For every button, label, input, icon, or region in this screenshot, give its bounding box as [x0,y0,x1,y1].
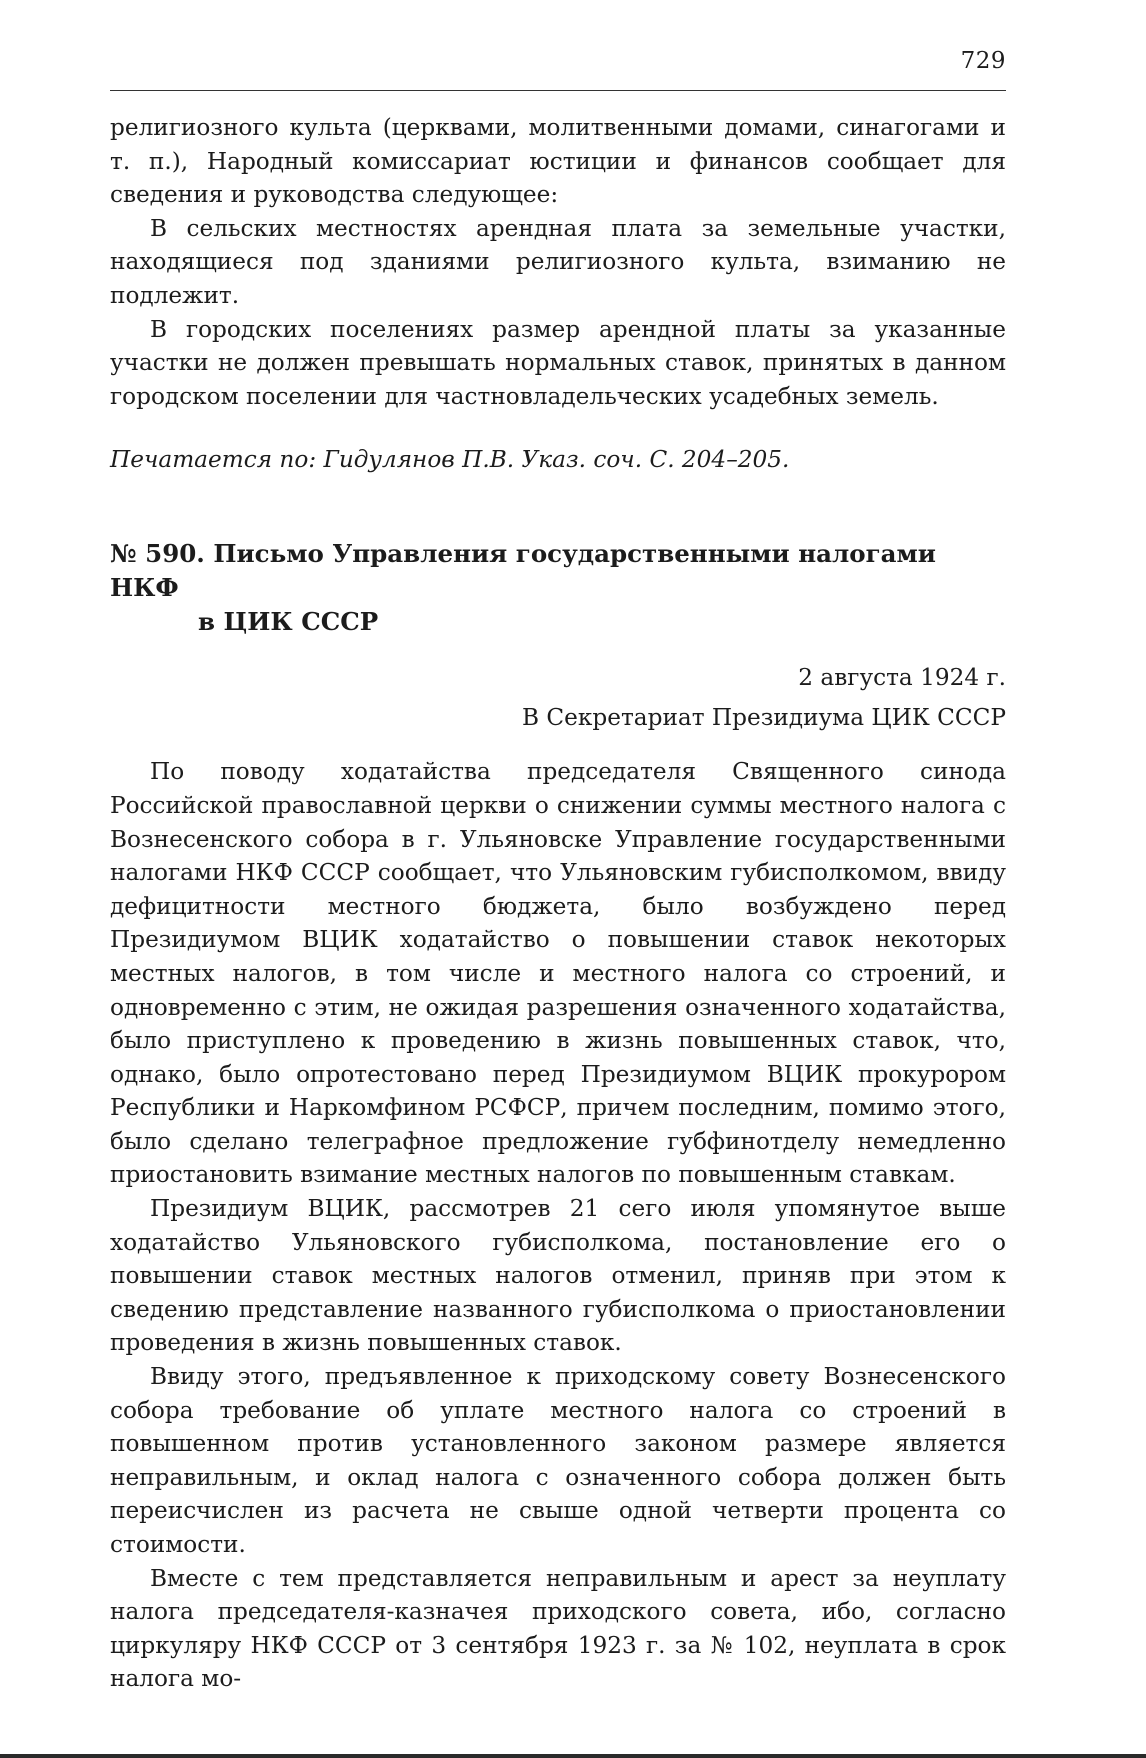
document-date: 2 августа 1924 г. [798,664,1006,692]
book-page [110,40,1006,1696]
source-note: Печатается по: Гидулянов П.В. Указ. соч. С. 204–205. [110,446,790,474]
document-paragraph: Президиум ВЦИК, рассмотрев 21 сего июля упомянутое выше ходатайство Ульяновского губисполкома, постановление его о повышении ставок местных налогов отменил, приняв при этом к сведению представление названного губисполкома о приостановлении проведения в жизнь повышенных ставок. [110,1195,1006,1357]
page-body [110,111,1006,1696]
document-title [110,537,1006,639]
scan-bottom-edge [0,1754,1146,1758]
document-paragraph: По поводу ходатайства председателя Священного синода Российской православной церкви о снижении суммы местного налога с Вознесенского собора в г. Ульяновске Управление государственными налогами НКФ СССР сообщает, что Ульяновским губисполкомом, ввиду дефицитности местного бюджета, было возбуждено перед Президиумом ВЦИК ходатайство о повышении ставок некоторых местных налогов, в том числе и местного налога со строений, и одновременно с этим, не ожидая разрешения означенного ходатайства, было приступлено к проведению в жизнь повышенных ставок, что, однако, было опротестовано перед Президиумом ВЦИК прокурором Республики и Наркомфином РСФСР, причем последним, помимо этого, было сделано телеграфное предложение губфинотделу немедленно приостановить взимание местных налогов по повышенным ставкам. [110,758,1006,1189]
document-title-line-1: № 590. Письмо Управления государственными налогами НКФ [110,539,936,603]
document-paragraph: Ввиду этого, предъявленное к приходскому совету Вознесенского собора требование об уплате местного налога со строений в повышенном против установленного законом размере является неправильным, и оклад налога с означенного собора должен быть переисчислен из расчета не свыше одной четверти процента со стоимости. [110,1363,1006,1558]
document-paragraph: Вместе с тем представляется неправильным и арест за неуплату налога председателя-казначея приходского совета, ибо, согласно циркуляру НКФ СССР от 3 сентября 1923 г. за № 102, неуплата в срок налога мо- [110,1564,1006,1693]
continuation-paragraph: В городских поселениях размер арендной платы за указанные участки не должен превышать нормальных ставок, принятых в данном городском поселении для частновладельческих усадебных земель. [110,315,1006,410]
continuation-paragraph: религиозного культа (церквами, молитвенными домами, синагогами и т. п.), Народный комиссариат юстиции и финансов сообщает для сведения и руководства следующее: [110,114,1006,209]
document-addressee: В Секретариат Президиума ЦИК СССР [522,704,1006,732]
page-number: 729 [960,48,1006,74]
document-title-line-2: в ЦИК СССР [198,607,379,637]
continuation-paragraph: В сельских местностях арендная плата за земельные участки, находящиеся под зданиями религиозного культа, взиманию не подлежит. [110,214,1006,309]
page-header [110,40,1006,91]
